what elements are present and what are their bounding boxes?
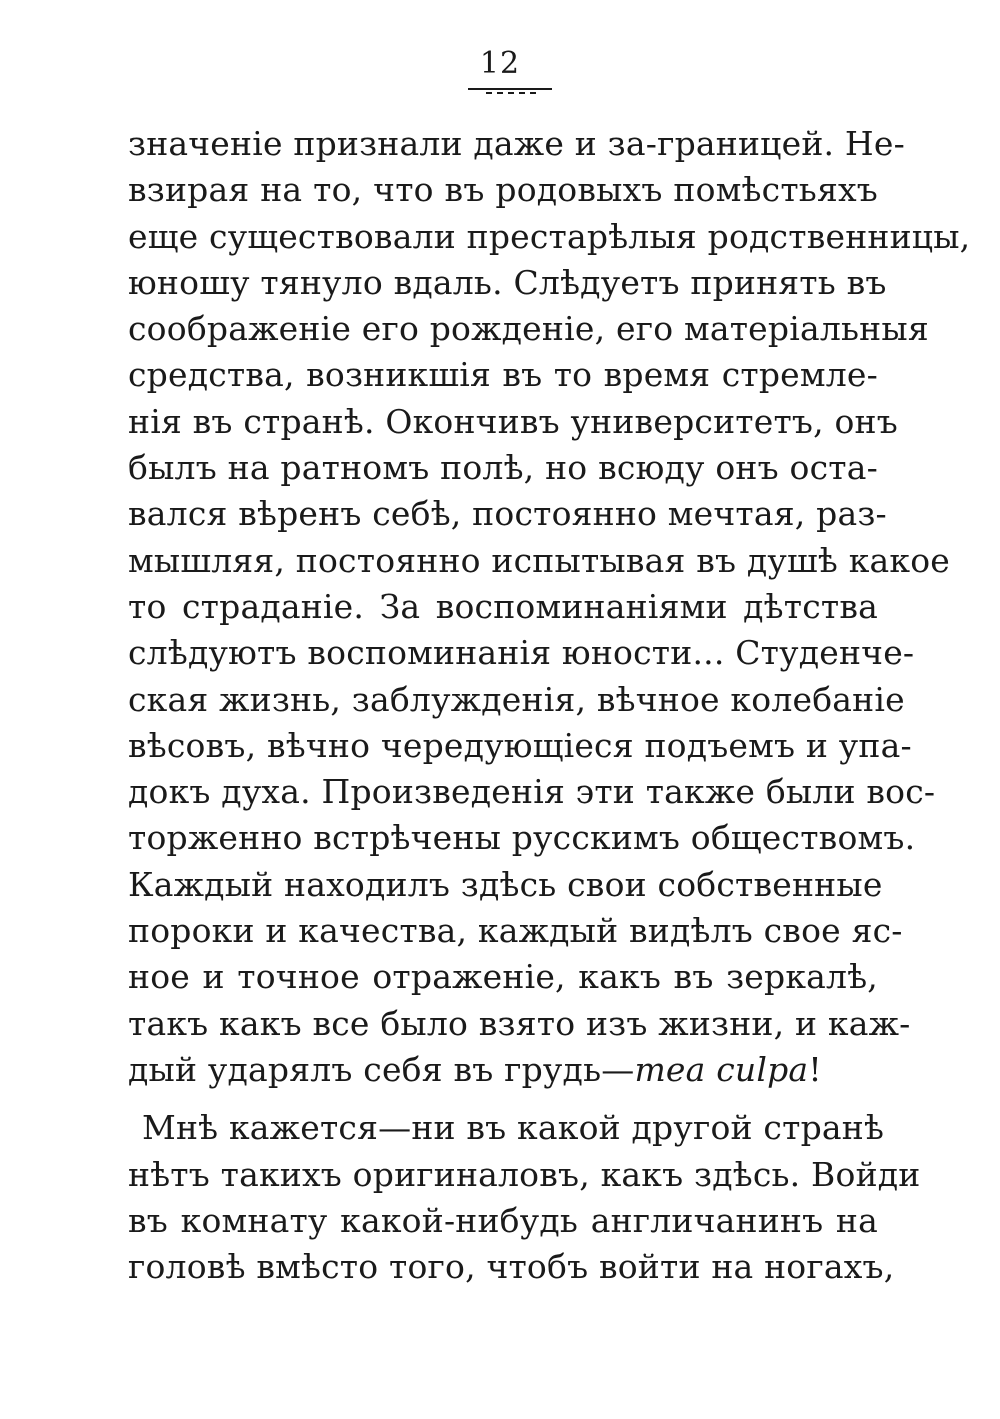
text-line-suffix: ! xyxy=(808,1049,822,1089)
text-line: еще существовали престарѣлыя родственницы, xyxy=(128,216,971,256)
text-line: торженно встрѣчены русскимъ обществомъ. xyxy=(128,818,916,858)
text-line: слѣдуютъ воспоминанія юности... Студенче- xyxy=(128,633,915,673)
text-line: докъ духа. Произведенія эти также были вос- xyxy=(128,772,936,812)
text-line: вался вѣренъ себѣ, постоянно мечтая, раз- xyxy=(128,494,887,534)
text-line: въ комнату какой-нибудь англичанинъ на xyxy=(128,1200,878,1240)
text-line: мышляя, постоянно испытывая въ душѣ какое xyxy=(128,540,951,580)
page-number-rule xyxy=(468,88,552,90)
text-line: былъ на ратномъ полѣ, но всюду онъ оста- xyxy=(128,448,878,488)
text-line: пороки и качества, каждый видѣлъ свое яс- xyxy=(128,911,903,951)
text-line: то страданіе. За воспоминаніями дѣтства xyxy=(128,586,878,626)
text-line: соображеніе его рожденіе, его матеріальныя xyxy=(128,309,929,349)
text-line: нія въ странѣ. Окончивъ университетъ, онъ xyxy=(128,401,898,441)
latin-phrase: mea culpa xyxy=(634,1049,809,1089)
text-line: Мнѣ кажется—ни въ какой другой странѣ xyxy=(142,1108,885,1148)
page-number-rule-dash xyxy=(486,92,536,94)
text-line: такъ какъ все было взято изъ жизни, и каж- xyxy=(128,1003,911,1043)
text-line: значеніе признали даже и за-границей. Не- xyxy=(128,124,905,163)
text-line: Каждый находилъ здѣсь свои собственные xyxy=(128,864,883,904)
text-line-prefix: дый ударялъ себя въ грудь— xyxy=(128,1049,635,1089)
text-line: нѣтъ такихъ оригиналовъ, какъ здѣсь. Войди xyxy=(128,1154,921,1194)
page-number: 12 xyxy=(479,46,521,81)
paragraph-2 xyxy=(128,1105,921,1290)
text-line: юношу тянуло вдаль. Слѣдуетъ принять въ xyxy=(128,262,887,302)
text-line-last xyxy=(128,1047,878,1093)
text-line: ская жизнь, заблужденія, вѣчное колебаніе xyxy=(128,679,905,719)
text-line: головѣ вмѣсто того, чтобъ войти на ногахъ, xyxy=(128,1247,895,1287)
paragraph-gap xyxy=(128,1093,878,1105)
text-line: ное и точное отраженіе, какъ въ зеркалѣ, xyxy=(128,957,878,997)
text-line: вѣсовъ, вѣчно чередующіеся подъемъ и упа- xyxy=(128,725,912,765)
text-line: взирая на то, что въ родовыхъ помѣстьяхъ xyxy=(128,170,878,210)
body-text xyxy=(128,121,971,1290)
text-line: средства, возникшія въ то время стремле- xyxy=(128,355,878,395)
paragraph-1 xyxy=(128,121,971,1093)
